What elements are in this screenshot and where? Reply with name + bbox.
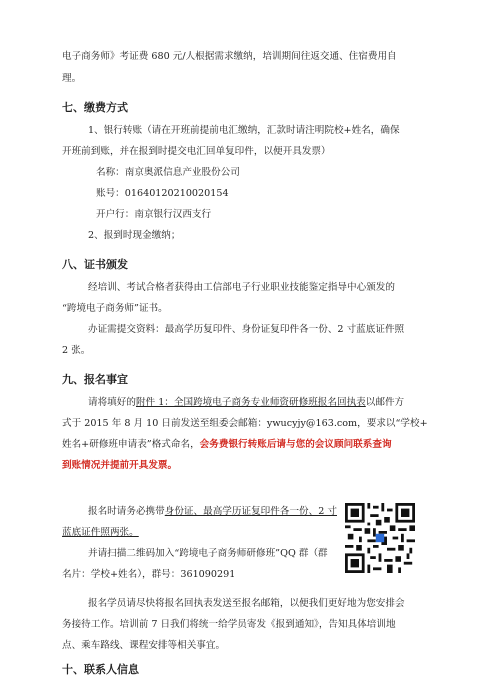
payment-item-2: 2、报到时现金缴纳； xyxy=(88,230,181,241)
paragraph-line: 1、银行转账（请在开班前提前电汇缴纳，汇款时请注明院校+姓名，确保 xyxy=(88,125,400,136)
highlight-text: 到账情况并提前开具发票。 xyxy=(62,460,178,471)
paragraph-line: “跨境电子商务师”证书。 xyxy=(62,303,168,314)
paragraph-line: 电子商务师》考证费 680 元/人根据需求缴纳，培训期间往返交通、住宿费用自 xyxy=(62,51,397,62)
bank-name: 名称：南京奥派信息产业股份公司 xyxy=(96,167,240,178)
text-run: 请将填好的 xyxy=(88,397,136,408)
section-heading-registration: 九、报名事宜 xyxy=(62,373,128,386)
paragraph-line: 办证需提交资料：最高学历复印件、身份证复印件各一份、2 寸蓝底证件照 xyxy=(88,324,405,335)
text-run: 以邮件方 xyxy=(365,397,405,408)
section-heading-contact: 十、联系人信息 xyxy=(62,663,139,676)
text-run: 报名时请务必携带 xyxy=(88,506,165,517)
underlined-text: 蓝底证件照两张。 xyxy=(62,527,139,538)
text-run: 姓名+研修班申请表”格式命名， xyxy=(62,439,200,450)
paragraph-line xyxy=(88,505,337,519)
paragraph-line xyxy=(62,526,139,540)
paragraph-line: 务接待工作。培训前 7 日我们将统一给学员寄发《报到通知》，告知具体培训地 xyxy=(62,619,396,630)
qq-group-qr-code xyxy=(345,503,415,573)
paragraph-line xyxy=(88,396,404,410)
paragraph-line: 并请扫描二维码加入“跨境电子商务师研修班”QQ 群（群 xyxy=(88,548,328,559)
bank-branch: 开户行：南京银行汉西支行 xyxy=(96,209,212,220)
highlight-text: 会务费银行转账后请与您的会议顾问联系查询 xyxy=(199,439,392,450)
paragraph-line: 开班前到账，并在报到时提交电汇回单复印件，以便开具发票） xyxy=(62,146,331,157)
attachment-link[interactable]: 附件 1：全国跨境电子商务专业师资研修班报名回执表 xyxy=(135,397,366,408)
paragraph-line: 报名学员请尽快将报名回执表发送至报名邮箱，以便我们更好地为您安排会 xyxy=(88,598,405,609)
section-heading-payment: 七、缴费方式 xyxy=(62,101,128,114)
paragraph-line: 理。 xyxy=(62,73,82,84)
paragraph-line: 经培训、考试合格者获得由工信部电子行业职业技能鉴定指导中心颁发的 xyxy=(88,282,395,293)
paragraph-line xyxy=(62,438,392,452)
paragraph-line: 2 张。 xyxy=(62,345,91,356)
paragraph-line: 名片：学校+姓名），群号：361090291 xyxy=(62,569,236,580)
paragraph-line: 式于 2015 年 8 月 10 日前发送至组委会邮箱：ywucyjy@163.com，要求以“学校+ xyxy=(62,418,428,429)
underlined-text: 身份证、最高学历证复印件各一份、2 寸 xyxy=(164,506,337,517)
section-heading-certificate: 八、证书颁发 xyxy=(62,258,128,271)
paragraph-line: 点、乘车路线、课程安排等相关事宜。 xyxy=(62,640,226,651)
bank-account: 账号：01640120210020154 xyxy=(96,188,229,199)
